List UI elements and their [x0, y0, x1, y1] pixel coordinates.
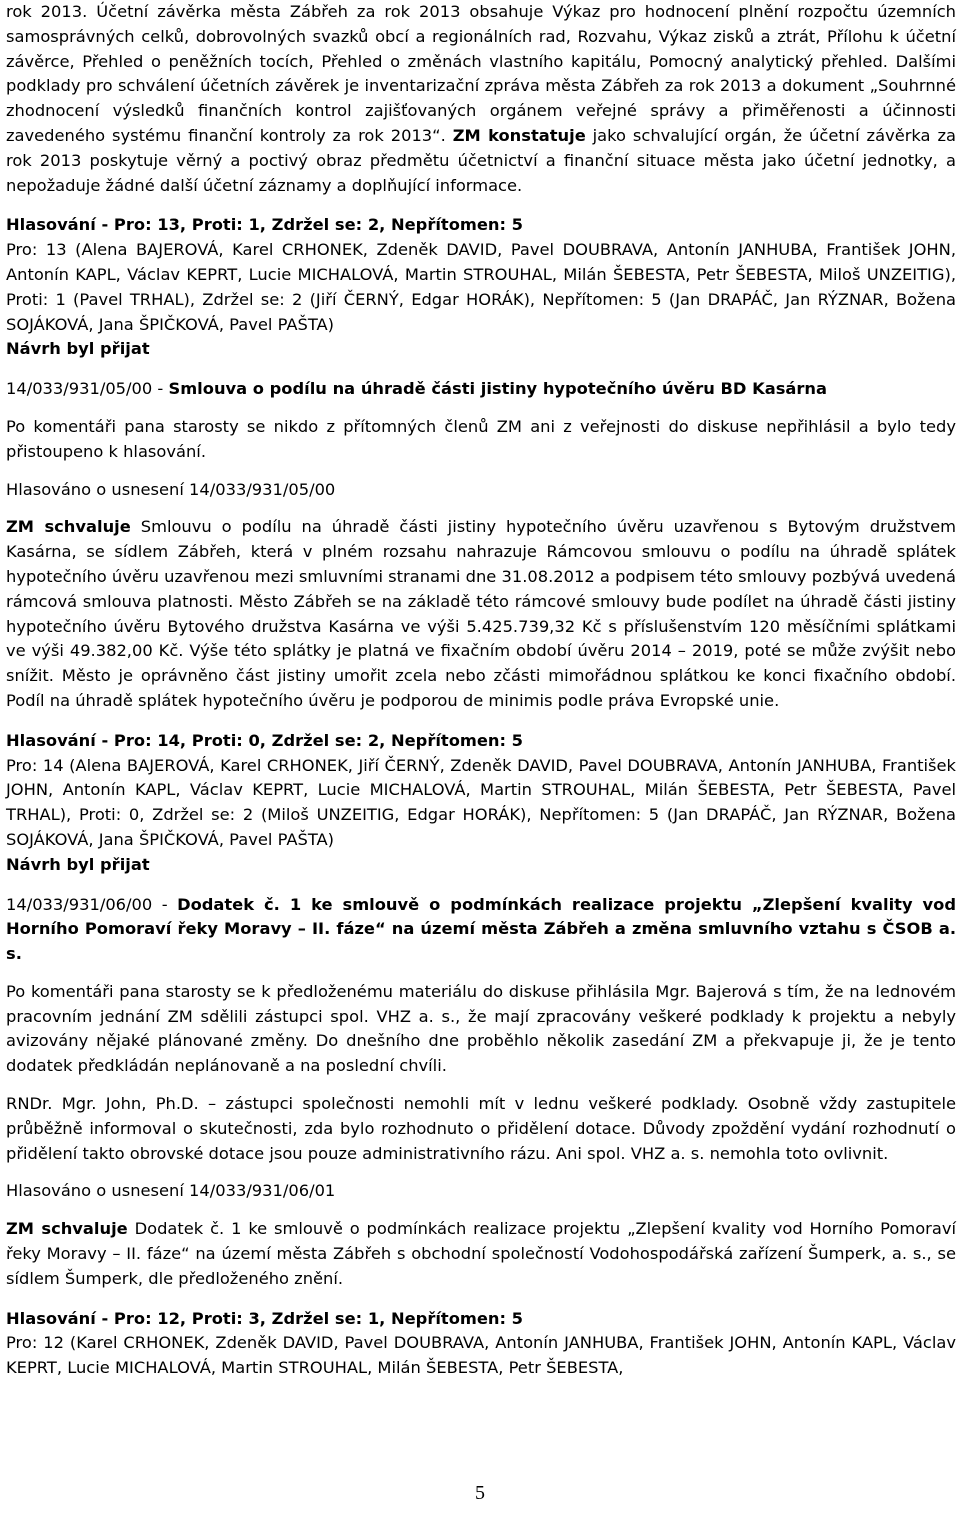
zm-schvaluje: ZM schvaluje [6, 1219, 128, 1239]
vote-names-2: Pro: 14 (Alena BAJEROVÁ, Karel CRHONEK, Jiří ČERNÝ, Zdeněk DAVID, Pavel DOUBRAVA, Antonín JANHUBA, František JOHN, Antonín KAPL, Václav KEPRT, Lucie MICHALOVÁ, Martin STROUHAL, Milán ŠEBESTA, Petr ŠEBESTA, Pavel TRHAL), Proti: 0, Zdržel se: 2 (Miloš UNZEITIG, Edgar HORÁK), Nepřítomen: 5 (Jan DRAPÁČ, Jan RÝZNAR, Božena SOJÁKOVÁ, Jana ŠPIČKOVÁ, Pavel PAŠTA) [6, 755, 956, 849]
vote-names-1: Pro: 13 (Alena BAJEROVÁ, Karel CRHONEK, Zdeněk DAVID, Pavel DOUBRAVA, Antonín JANHUBA, František JOHN, Antonín KAPL, Václav KEPRT, Lucie MICHALOVÁ, Martin STROUHAL, Milán ŠEBESTA, Petr ŠEBESTA, Miloš UNZEITIG), Proti: 1 (Pavel TRHAL), Zdržel se: 2 (Jiří ČERNÝ, Edgar HORÁK), Nepřítomen: 5 (Jan DRAPÁČ, Jan RÝZNAR, Božena SOJÁKOVÁ, Jana ŠPIČKOVÁ, Pavel PAŠTA) [6, 240, 956, 334]
page-number: 5 [475, 1482, 485, 1504]
agenda-item-comment: Po komentáři pana starosty se nikdo z přítomných členů ZM ani z veřejnosti do diskuse nepřihlásil a bylo tedy přistoupeno k hlasování. [6, 416, 956, 461]
voted-on-resolution: Hlasováno o usnesení 14/033/931/05/00 [6, 479, 336, 499]
discussion-reply: RNDr. Mgr. John, Ph.D. – zástupci společnosti nemohli mít v lednu veškeré podklady. Osobně vždy zastupitele průběžně informoval o skutečnosti, zda bylo rozhodnuto o přidělení dotace. Důvody zpoždění vydání rozhodnutí o přidělení takto obrovské dotace jsou pouze administrativního rázu. Ani spol. VHZ a. s. nemohla toto ovlivnit. [6, 1094, 956, 1163]
agenda-item-title: Smlouva o podílu na úhradě části jistiny hypotečního úvěru BD Kasárna [168, 379, 827, 399]
agenda-item-code: 14/033/931/05/00 - [6, 379, 169, 399]
vote-result-2: Hlasování - Pro: 14, Proti: 0, Zdržel se: 2, Nepřítomen: 5 [6, 730, 524, 750]
zm-konstatuje: ZM konstatuje [452, 125, 586, 145]
agenda-item-comment: Po komentáři pana starosty se k předloženému materiálu do diskuse přihlásila Mgr. Bajerová s tím, že na lednovém pracovním jednání ZM sdělili zástupci spol. VHZ a. s., že mají zpracovány veškeré podklady k projektu a nebyly avizovány nějaké plánované změny. Do dnešního dne proběhlo několik zasedání ZM a překvapuje ji, že je tento dodatek předkládán neplánovaně a na poslední chvíli. [6, 981, 956, 1076]
voted-on-resolution: Hlasováno o usnesení 14/033/931/06/01 [6, 1181, 336, 1201]
zm-schvaluje: ZM schvaluje [6, 517, 131, 537]
vote-outcome-1: Návrh byl přijat [6, 339, 150, 359]
vote-result-1: Hlasování - Pro: 13, Proti: 1, Zdržel se: 2, Nepřítomen: 5 [6, 215, 524, 235]
agenda-item-title: Dodatek č. 1 ke smlouvě o podmínkách realizace projektu „Zlepšení kvality vod Horního Pomoraví řeky Moravy – II. fáze“ na území města Zábřeh a změna smluvního vztahu s ČSOB a. s. [6, 894, 956, 964]
intro-paragraph: rok 2013. Účetní závěrka města Zábřeh za rok 2013 obsahuje Výkaz pro hodnocení plnění rozpočtu územních samosprávných celků, dobrovolných svazků obcí a regionálních rad, Rozvahu, Výkaz zisků a ztrát, Přílohu k účetní závěrce, Přehled o peněžních tocích, Přehled o změnách vlastního kapitálu, Pomocný analytický přehled. Dalšími podklady pro schválení účetních závěrek je inventarizační zpráva města Zábřeh za rok 2013 a dokument „Souhrnné zhodnocení výsledků finančních kontrol zajišťovaných orgánem veřejné správy a přiměřenosti a účinnosti zavedeného systému finanční kontroly za rok 2013“. ZM konstatuje jako schvalující orgán, že účetní závěrka za rok 2013 poskytuje věrný a poctivý obraz předmětu účetnictví a finanční situace města jako účetní jednotky, a nepožaduje žádné další účetní záznamy a doplňující informace. [6, 2, 956, 195]
agenda-item-heading-06 [6, 893, 956, 967]
vote-outcome-2: Návrh byl přijat [6, 854, 150, 874]
vote-names-3: Pro: 12 (Karel CRHONEK, Zdeněk DAVID, Pavel DOUBRAVA, Antonín JANHUBA, František JOHN, Antonín KAPL, Václav KEPRT, Lucie MICHALOVÁ, Martin STROUHAL, Milán ŠEBESTA, Petr ŠEBESTA, [6, 1333, 956, 1378]
document-page [6, 0, 956, 1381]
vote-result-3: Hlasování - Pro: 12, Proti: 3, Zdržel se: 1, Nepřítomen: 5 [6, 1308, 524, 1328]
agenda-item-code: 14/033/931/06/00 - [6, 894, 178, 914]
resolution-paragraph: ZM schvaluje Smlouvu o podílu na úhradě části jistiny hypotečního úvěru uzavřenou s Bytovým družstvem Kasárna, se sídlem Zábřeh, která v plném rozsahu nahrazuje Rámcovou smlouvu o podílu na úhradě splátek hypotečního úvěru uzavřenou mezi smluvními stranami dne 31.08.2012 a podpisem této smlouvy pozbývá uvedená rámcová smlouva platnosti. Město Zábřeh se na základě této rámcové smlouvy bude podílet na úhradě části jistiny hypotečního úvěru Bytového družstva Kasárna ve výši 5.425.739,32 Kč s příslušenstvím 120 měsíčními splátkami ve výši 49.382,00 Kč. Výše této splátky je platná ve fixačním období úvěru 2014 – 2019, poté se může zvýšit nebo snížit. Město je oprávněno část jistiny umořit zcela nebo zčásti mimořádnou splátkou ke konci fixačního období. Podíl na úhradě splátek hypotečního úvěru je podporou de minimis podle práva Evropské unie. [6, 517, 956, 710]
resolution-paragraph: ZM schvaluje Dodatek č. 1 ke smlouvě o podmínkách realizace projektu „Zlepšení kvality vod Horního Pomoraví řeky Moravy – II. fáze“ na území města Zábřeh s obchodní společností Vodohospodářská zařízení Šumperk, a. s., se sídlem Šumperk, dle předloženého znění. [6, 1219, 956, 1288]
agenda-item-heading-05 [6, 377, 956, 402]
